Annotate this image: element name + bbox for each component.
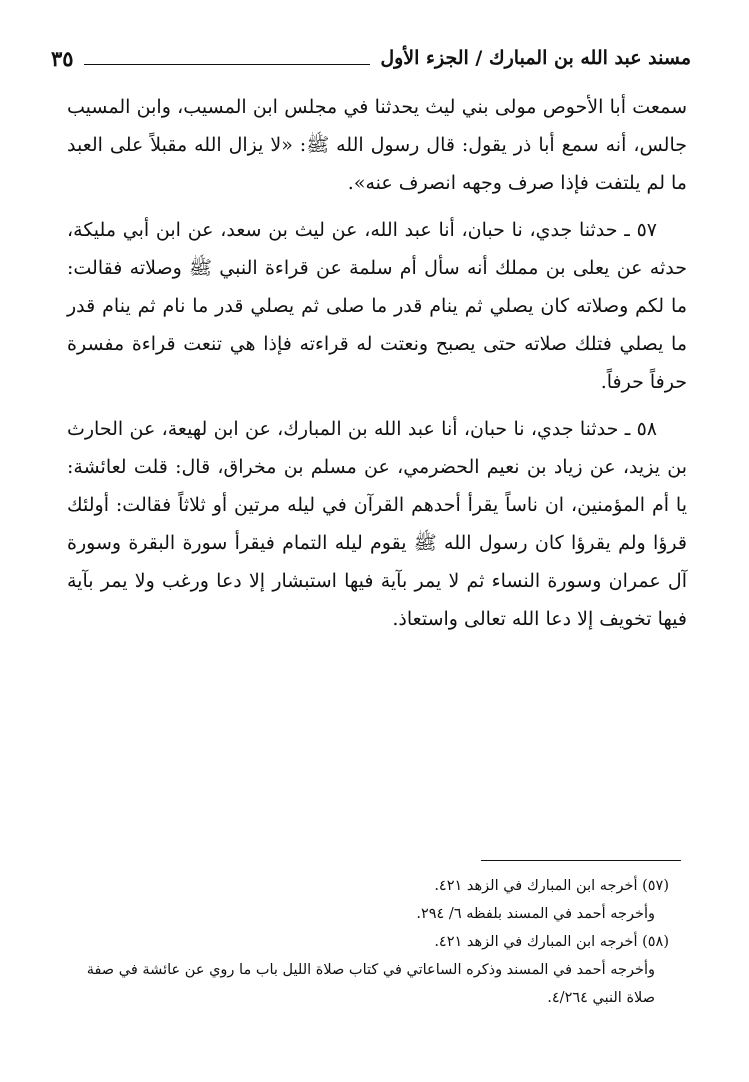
footnote-57: (٥٧) أخرجه ابن المبارك في الزهد ٤٢١. [434,878,669,894]
footnote-58: (٥٨) أخرجه ابن المبارك في الزهد ٤٢١. [434,934,669,950]
header-rule [84,64,371,65]
paragraph-hadith-58: ٥٨ ـ حدثنا جدي، نا حبان، أنا عبد الله بن المبارك، عن ابن لهيعة، عن الحارث بن يزيد، عن زياد بن نعيم الحضرمي، عن مسلم بن مخراق، قال: قلت لعائشة: يا أم المؤمنين، ان ناساً يقرأ أحدهم القرآن في ليله مرتين أو ثلاثاً فقالت: أولئك قرؤا ولم يقرؤا كان رسول الله ﷺ يقوم ليله التمام فيقرأ سورة البقرة وسورة آل عمران وسورة النساء ثم لا يمر بآية فيها استبشار إلا دعا ورغب ولا يمر بآية فيها تخويف إلا دعا الله تعالى واستعاذ. [67,418,687,630]
footnote-separator [481,860,681,861]
main-text [67,88,687,647]
paragraph-hadith-57: ٥٧ ـ حدثنا جدي، نا حبان، أنا عبد الله، عن ليث بن سعد، عن ابن أبي مليكة، حدثه عن يعلى بن مملك أنه سأل أم سلمة عن قراءة النبي ﷺ وصلاته فقالت: ما لكم وصلاته كان يصلي ثم ينام قدر ما صلى ثم يصلي قدر ما نام ثم ينام قدر ما يصلي فتلك صلاته حتى يصبح ونعتت له قراءته فإذا هي تنعت قراءة مفسرة حرفاً حرفاً. [67,219,687,393]
page-number: ٣٥ [51,45,74,71]
footnote-57-continued: وأخرجه أحمد في المسند بلفظه ٦/ ٢٩٤. [416,906,655,922]
running-header [51,38,691,78]
paragraph-continuation: سمعت أبا الأحوص مولى بني ليث يحدثنا في مجلس ابن المسيب، وابن المسيب جالس، أنه سمع أبا ذر يقول: قال رسول الله ﷺ: «لا يزال الله مقبلاً على العبد ما لم يلتفت فإذا صرف وجهه انصرف عنه». [67,96,687,194]
header-title: مسند عبد الله بن المبارك / الجزء الأول [380,47,691,69]
footnote-58-continued: وأخرجه أحمد في المسند وذكره الساعاتي في كتاب صلاة الليل باب ما روي عن عائشة في صفة صلاة النبي ٤/٢٦٤. [86,962,655,1006]
footnotes [63,872,683,1012]
